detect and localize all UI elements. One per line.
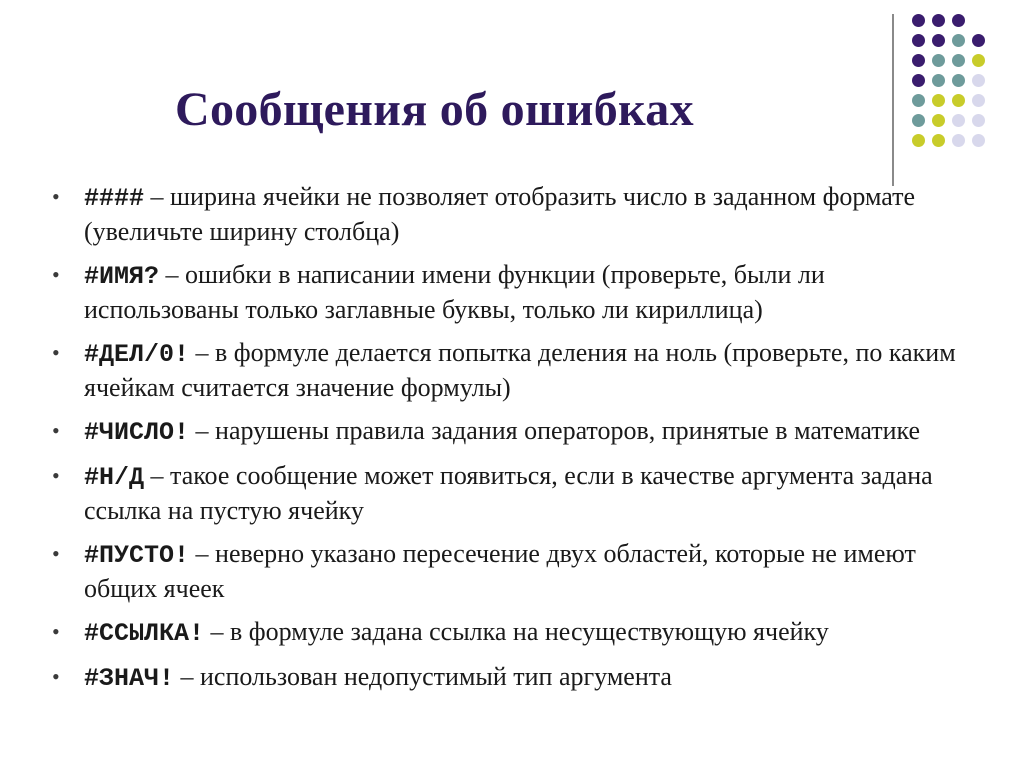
bullet-icon: • — [52, 262, 60, 287]
decor-dot-purple — [912, 14, 925, 27]
decor-dot-teal — [952, 34, 965, 47]
bullet-icon: • — [52, 463, 60, 488]
decor-dot-teal — [912, 114, 925, 127]
decor-dot-olive — [932, 94, 945, 107]
list-item — [52, 537, 982, 605]
error-description: – нарушены правила задания операторов, принятые в математике — [189, 416, 921, 445]
decor-dot-teal — [932, 74, 945, 87]
decor-dot-purple — [912, 74, 925, 87]
error-description: – ширина ячейки не позволяет отобразить число в заданном формате (увеличьте ширину столбца) — [84, 182, 916, 246]
error-code: #ДЕЛ/0! — [84, 340, 190, 369]
decor-dot-olive — [952, 94, 965, 107]
error-code: #ССЫЛКА! — [84, 619, 205, 648]
decor-dot-teal — [912, 94, 925, 107]
error-code: #ЗНАЧ! — [84, 664, 175, 693]
bullet-icon: • — [52, 664, 60, 689]
decor-dot-olive — [912, 134, 925, 147]
bullet-icon: • — [52, 184, 60, 209]
decor-dot-teal — [932, 54, 945, 67]
decor-dot-purple — [972, 34, 985, 47]
decor-dot-olive — [932, 114, 945, 127]
error-code: #ИМЯ? — [84, 262, 160, 291]
decor-dot-purple — [912, 34, 925, 47]
error-code: #### — [84, 184, 145, 213]
error-list — [52, 180, 982, 705]
bullet-icon: • — [52, 541, 60, 566]
decor-dot-olive — [972, 54, 985, 67]
list-item — [52, 258, 982, 326]
bullet-icon: • — [52, 619, 60, 644]
decor-dot-olive — [932, 134, 945, 147]
decor-dot-purple — [952, 14, 965, 27]
error-description: – ошибки в написании имени функции (проверьте, были ли использованы только заглавные буквы, только ли кириллица) — [84, 260, 825, 324]
decor-dot-lavender — [972, 134, 985, 147]
divider-line — [892, 14, 894, 186]
list-item — [52, 336, 982, 404]
decor-dot-lavender — [952, 114, 965, 127]
decor-dot-purple — [932, 34, 945, 47]
decor-dot-purple — [912, 54, 925, 67]
list-item — [52, 615, 982, 650]
decor-dot-teal — [952, 74, 965, 87]
error-description: – в формуле делается попытка деления на ноль (проверьте, по каким ячейкам считается значение формулы) — [84, 338, 956, 402]
error-code: #Н/Д — [84, 463, 145, 492]
error-description: – в формуле задана ссылка на несуществующую ячейку — [204, 617, 829, 646]
decor-dot-lavender — [972, 94, 985, 107]
decor-dot-lavender — [972, 114, 985, 127]
decor-dot-lavender — [972, 74, 985, 87]
list-item — [52, 180, 982, 248]
bullet-icon: • — [52, 340, 60, 365]
error-description: – использован недопустимый тип аргумента — [174, 662, 672, 691]
page-title: Сообщения об ошибках — [175, 83, 694, 136]
list-item — [52, 459, 982, 527]
decor-dot-lavender — [952, 134, 965, 147]
decor-dot-teal — [952, 54, 965, 67]
error-code: #ПУСТО! — [84, 541, 190, 570]
error-description: – такое сообщение может появиться, если в качестве аргумента задана ссылка на пустую ячейку — [84, 461, 933, 525]
list-item — [52, 414, 982, 449]
list-item — [52, 660, 982, 695]
error-code: #ЧИСЛО! — [84, 418, 190, 447]
decor-dot-purple — [932, 14, 945, 27]
bullet-icon: • — [52, 418, 60, 443]
error-description: – неверно указано пересечение двух областей, которые не имеют общих ячеек — [84, 539, 916, 603]
